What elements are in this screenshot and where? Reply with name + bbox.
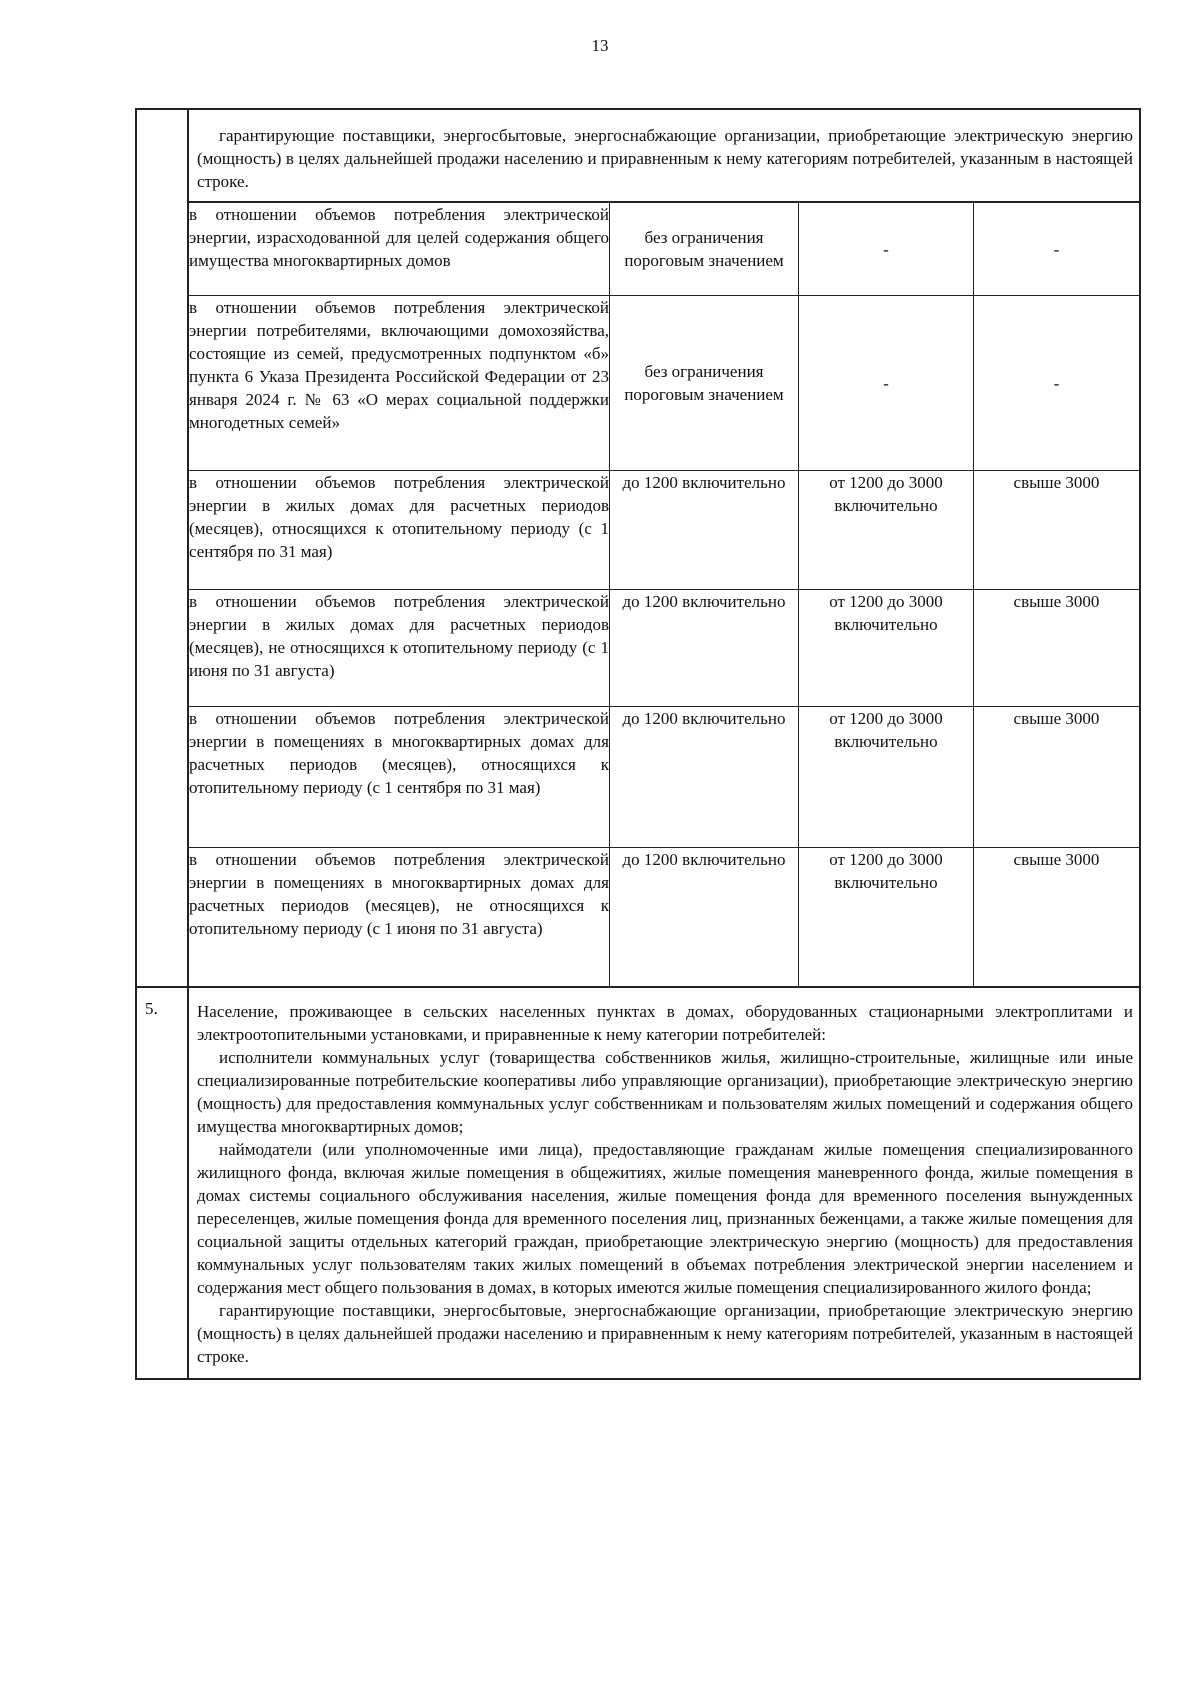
subrow-threshold-1: до 1200 включительно xyxy=(610,590,799,707)
table-row xyxy=(189,471,1139,590)
subrow-threshold-3: - xyxy=(974,296,1140,471)
table-row xyxy=(189,590,1139,707)
row-number: 5. xyxy=(136,987,188,1379)
subrow-description: в отношении объемов потребления электрической энергии потребителями, включающими домохозяйства, состоящие из семей, предусмотренных подпунктом «б» пункта 6 Указа Президента Российской Федерации от 23 января 2024 г. № 63 «О мерах социальной поддержки многодетных семей» xyxy=(189,296,610,471)
subrow-threshold-1: до 1200 включительно xyxy=(610,848,799,987)
table-row xyxy=(189,296,1139,471)
threshold-subtable xyxy=(189,203,1139,986)
subrow-threshold-3: свыше 3000 xyxy=(974,471,1140,590)
table-row xyxy=(189,848,1139,987)
row-content-cell xyxy=(188,109,1140,987)
table-row-4-continuation xyxy=(136,109,1140,987)
subrow-description: в отношении объемов потребления электрической энергии в помещениях в многоквартирных домах для расчетных периодов (месяцев), относящихся к отопительному периоду (с 1 сентября по 31 мая) xyxy=(189,707,610,848)
subrow-threshold-3: - xyxy=(974,203,1140,296)
subrow-threshold-3: свыше 3000 xyxy=(974,590,1140,707)
subrow-threshold-1: до 1200 включительно xyxy=(610,707,799,848)
subrow-description: в отношении объемов потребления электрической энергии в жилых домах для расчетных периодов (месяцев), относящихся к отопительному периоду (с 1 сентября по 31 мая) xyxy=(189,471,610,590)
page-number: 13 xyxy=(591,36,609,55)
row5-paragraph: наймодатели (или уполномоченные ими лица), предоставляющие гражданам жилые помещения специализированного жилищного фонда, включая жилые помещения в общежитиях, жилые помещения маневренного фонда, жилые помещения в домах системы социального обслуживания населения, жилые помещения фонда для временного поселения вынужденных переселенцев, жилые помещения фонда для временного поселения лиц, признанных беженцами, а также жилые помещения для социальной защиты отдельных категорий граждан, приобретающие электрическую энергию (мощность) для предоставления коммунальных услуг пользователям таких жилых помещений в объемах потребления электрической энергии населением и содержания мест общего пользования в домах, в которых имеются жилые помещения специализированного жилого фонда; xyxy=(197,1140,1133,1297)
row-content-cell xyxy=(188,987,1140,1379)
tariff-table xyxy=(135,108,1141,1380)
subrow-threshold-2: от 1200 до 3000 включительно xyxy=(799,707,974,848)
row5-paragraph: гарантирующие поставщики, энергосбытовые, энергоснабжающие организации, приобретающие электрическую энергию (мощность) в целях дальнейшей продажи населению и приравненным к нему категориям потребителей, указанным в настоящей строке. xyxy=(197,1301,1133,1366)
subrow-threshold-2: от 1200 до 3000 включительно xyxy=(799,471,974,590)
table-row-5 xyxy=(136,987,1140,1379)
row5-text xyxy=(189,988,1139,1378)
row-number-cell xyxy=(136,109,188,987)
subrow-threshold-3: свыше 3000 xyxy=(974,707,1140,848)
subrow-description: в отношении объемов потребления электрической энергии в жилых домах для расчетных периодов (месяцев), не относящихся к отопительному периоду (с 1 июня по 31 августа) xyxy=(189,590,610,707)
subrow-threshold-2: от 1200 до 3000 включительно xyxy=(799,848,974,987)
subrow-threshold-1: без ограничения пороговым значением xyxy=(610,296,799,471)
row5-paragraph: исполнители коммунальных услуг (товарищества собственников жилья, жилищно-строительные, жилищные или иные специализированные потребительские кооперативы либо управляющие организации), приобретающие электрическую энергию (мощность) для предоставления коммунальных услуг собственникам и пользователям жилых помещений и содержания общего имущества многоквартирных домов; xyxy=(197,1048,1133,1136)
subrow-description: в отношении объемов потребления электрической энергии в помещениях в многоквартирных домах для расчетных периодов (месяцев), не относящихся к отопительному периоду (с 1 июня по 31 августа) xyxy=(189,848,610,987)
table-row xyxy=(189,707,1139,848)
subrow-threshold-1: без ограничения пороговым значением xyxy=(610,203,799,296)
subrow-threshold-3: свыше 3000 xyxy=(974,848,1140,987)
table-row xyxy=(189,203,1139,296)
subrow-threshold-1: до 1200 включительно xyxy=(610,471,799,590)
subrow-description: в отношении объемов потребления электрической энергии, израсходованной для целей содержания общего имущества многоквартирных домов xyxy=(189,203,610,296)
subrow-threshold-2: - xyxy=(799,296,974,471)
row5-heading: Население, проживающее в сельских населенных пунктах в домах, оборудованных стационарными электроплитами и электроотопительными установками, и приравненные к нему категории потребителей: xyxy=(197,1002,1133,1044)
subrow-threshold-2: от 1200 до 3000 включительно xyxy=(799,590,974,707)
subrow-threshold-2: - xyxy=(799,203,974,296)
row4-continuation-text: гарантирующие поставщики, энергосбытовые, энергоснабжающие организации, приобретающие электрическую энергию (мощность) в целях дальнейшей продажи населению и приравненным к нему категориям потребителей, указанным в настоящей строке. xyxy=(189,110,1139,203)
